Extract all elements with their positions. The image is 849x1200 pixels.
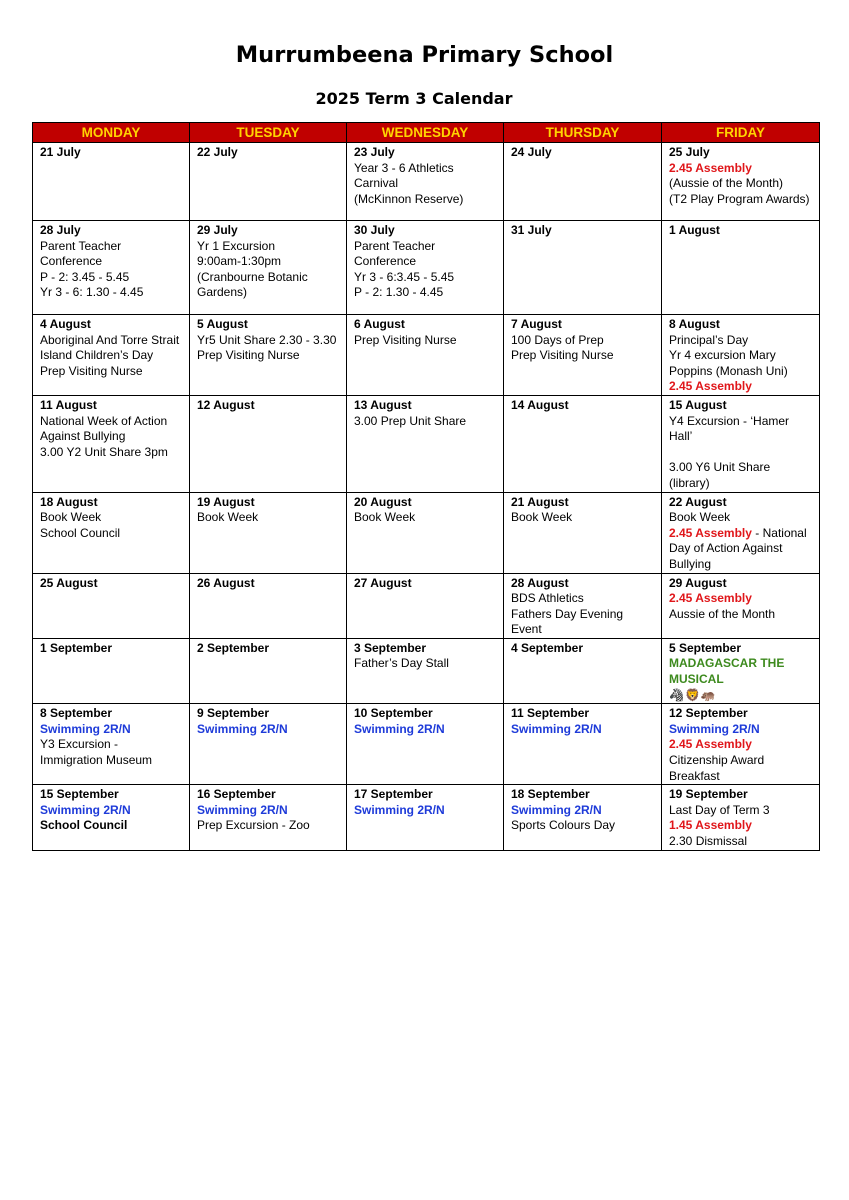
date-label: 1 September bbox=[40, 640, 113, 655]
day-cell-tuesday bbox=[190, 221, 347, 315]
day-cell-friday bbox=[662, 573, 820, 638]
event-text: 3.00 Y6 Unit Share (library) bbox=[669, 460, 771, 490]
week-row bbox=[33, 573, 820, 638]
date-label: 9 September bbox=[197, 706, 270, 721]
day-cell-tuesday bbox=[190, 704, 347, 785]
event-text: Father’s Day Stall bbox=[354, 656, 449, 671]
date-label: 22 August bbox=[669, 494, 727, 509]
date-label: 3 September bbox=[354, 640, 427, 655]
swimming-note: Swimming 2R/N bbox=[40, 721, 131, 736]
day-cell-wednesday bbox=[347, 315, 504, 396]
assembly-note: 2.45 Assembly bbox=[669, 379, 752, 394]
date-label: 4 August bbox=[40, 317, 91, 331]
day-cell-monday bbox=[33, 395, 190, 492]
day-cell-tuesday bbox=[190, 395, 347, 492]
swimming-note: Swimming 2R/N bbox=[354, 802, 445, 817]
event-text: Principal’s Day bbox=[669, 332, 749, 347]
day-cell-tuesday bbox=[190, 492, 347, 573]
date-label: 30 July bbox=[354, 223, 395, 237]
assembly-event bbox=[669, 526, 813, 573]
day-header-friday: FRIDAY bbox=[662, 123, 820, 143]
day-cell-friday bbox=[662, 143, 820, 221]
event-text: Citizenship Award Breakfast bbox=[669, 753, 765, 783]
event-text: Book Week bbox=[354, 510, 416, 525]
date-label: 28 August bbox=[511, 575, 569, 590]
date-label: 4 September bbox=[511, 640, 584, 655]
assembly-note: 2.45 Assembly bbox=[669, 737, 752, 752]
week-row bbox=[33, 785, 820, 850]
day-cell-wednesday bbox=[347, 395, 504, 492]
day-cell-monday bbox=[33, 704, 190, 785]
date-label: 29 July bbox=[197, 223, 238, 237]
day-cell-monday bbox=[33, 785, 190, 850]
event-text: Fathers Day Evening Event bbox=[511, 606, 624, 637]
day-cell-thursday bbox=[504, 395, 662, 492]
day-cell-friday bbox=[662, 492, 820, 573]
event-text: Yr 1 Excursion bbox=[197, 238, 276, 253]
date-label: 5 September bbox=[669, 640, 742, 655]
date-label: 21 July bbox=[40, 145, 81, 159]
date-label: 16 September bbox=[197, 787, 276, 802]
event-text: Prep Visiting Nurse bbox=[511, 348, 614, 363]
date-label: 14 August bbox=[511, 397, 569, 412]
date-label: 18 August bbox=[40, 494, 98, 509]
day-cell-wednesday bbox=[347, 704, 504, 785]
day-cell-wednesday bbox=[347, 573, 504, 638]
day-cell-tuesday bbox=[190, 143, 347, 221]
date-label: 18 September bbox=[511, 787, 590, 802]
day-header-thursday: THURSDAY bbox=[504, 123, 662, 143]
event-text: - National Day of Action Against Bullying bbox=[669, 525, 807, 571]
day-header-monday: MONDAY bbox=[33, 123, 190, 143]
event-text: 2.30 Dismissal bbox=[669, 834, 748, 848]
date-label: 5 August bbox=[197, 317, 248, 331]
date-label: 6 August bbox=[354, 317, 405, 331]
swimming-note: Swimming 2R/N bbox=[511, 721, 602, 736]
day-cell-wednesday bbox=[347, 785, 504, 850]
event-text: National Week of Action Against Bullying bbox=[40, 413, 168, 444]
date-label: 26 August bbox=[197, 575, 255, 590]
event-text: (T2 Play Program Awards) bbox=[669, 191, 810, 206]
assembly-note: 2.45 Assembly bbox=[669, 525, 752, 540]
event-text: (Aussie of the Month) bbox=[669, 176, 784, 191]
date-label: 10 September bbox=[354, 706, 433, 721]
date-label: 24 July bbox=[511, 145, 552, 159]
event-text: MADAGASCAR THE MUSICAL bbox=[669, 656, 785, 687]
event-text: 3.00 Y2 Unit Share 3pm bbox=[40, 444, 168, 459]
day-cell-friday bbox=[662, 315, 820, 396]
swimming-note: Swimming 2R/N bbox=[354, 721, 445, 736]
date-label: 19 September bbox=[669, 787, 748, 802]
day-cell-thursday bbox=[504, 573, 662, 638]
event-text: Parent Teacher Conference bbox=[354, 238, 436, 269]
page-title: Murrumbeena Primary School bbox=[235, 42, 614, 68]
week-row bbox=[33, 638, 820, 703]
day-header-wednesday: WEDNESDAY bbox=[347, 123, 504, 143]
day-cell-monday bbox=[33, 638, 190, 703]
event-text: P - 2: 3.45 - 5.45 bbox=[40, 269, 130, 284]
date-label: 11 September bbox=[511, 706, 590, 721]
event-text: 9:00am-1:30pm bbox=[197, 254, 282, 269]
event-text: BDS Athletics bbox=[511, 591, 584, 606]
day-cell-monday bbox=[33, 573, 190, 638]
week-row bbox=[33, 492, 820, 573]
event-text bbox=[669, 445, 813, 461]
day-cell-thursday bbox=[504, 785, 662, 850]
day-cell-monday bbox=[33, 221, 190, 315]
day-cell-friday bbox=[662, 221, 820, 315]
date-label: 31 July bbox=[511, 223, 552, 237]
event-text: School Council bbox=[40, 818, 128, 833]
event-text: Last Day of Term 3 bbox=[669, 802, 770, 817]
day-cell-thursday bbox=[504, 221, 662, 315]
event-text: (Cranbourne Botanic Gardens) bbox=[197, 269, 308, 300]
event-text: Prep Visiting Nurse bbox=[354, 332, 457, 347]
event-text: Aussie of the Month bbox=[669, 606, 776, 621]
event-text: Prep Visiting Nurse bbox=[197, 348, 300, 363]
swimming-note: Swimming 2R/N bbox=[669, 721, 760, 736]
date-label: 15 September bbox=[40, 787, 119, 802]
event-text: Book Week bbox=[40, 510, 102, 525]
day-cell-thursday bbox=[504, 492, 662, 573]
event-text: Y4 Excursion - ‘Hamer Hall’ bbox=[669, 413, 790, 444]
event-text: (McKinnon Reserve) bbox=[354, 191, 464, 206]
day-cell-monday bbox=[33, 315, 190, 396]
event-text: Book Week bbox=[669, 510, 731, 525]
day-header-tuesday: TUESDAY bbox=[190, 123, 347, 143]
event-text: Sports Colours Day bbox=[511, 818, 616, 833]
date-label: 12 August bbox=[197, 397, 255, 412]
date-label: 1 August bbox=[669, 223, 720, 237]
day-cell-wednesday bbox=[347, 638, 504, 703]
day-cell-friday bbox=[662, 395, 820, 492]
date-label: 21 August bbox=[511, 494, 569, 509]
swimming-note: Swimming 2R/N bbox=[197, 721, 288, 736]
date-label: 12 September bbox=[669, 706, 748, 721]
date-label: 19 August bbox=[197, 494, 255, 509]
day-header-row bbox=[33, 123, 820, 143]
swimming-note: Swimming 2R/N bbox=[40, 802, 131, 817]
day-cell-tuesday bbox=[190, 315, 347, 396]
event-text: 3.00 Prep Unit Share bbox=[354, 413, 467, 428]
date-label: 13 August bbox=[354, 397, 412, 412]
page-subtitle: 2025 Term 3 Calendar bbox=[315, 89, 513, 108]
event-text: Yr 3 - 6: 1.30 - 4.45 bbox=[40, 285, 144, 300]
calendar-body bbox=[33, 143, 820, 851]
event-text: 100 Days of Prep bbox=[511, 332, 604, 347]
event-text: Book Week bbox=[197, 510, 259, 525]
week-row bbox=[33, 143, 820, 221]
event-text: Yr 4 excursion Mary Poppins (Monash Uni) bbox=[669, 348, 788, 378]
day-cell-monday bbox=[33, 492, 190, 573]
assembly-note: 2.45 Assembly bbox=[669, 591, 752, 606]
event-text: Parent Teacher Conference bbox=[40, 238, 122, 269]
day-cell-thursday bbox=[504, 704, 662, 785]
week-row bbox=[33, 221, 820, 315]
animal-emoji-icons: 🦓🦁🦛 bbox=[669, 687, 717, 702]
week-row bbox=[33, 704, 820, 785]
event-text: Y3 Excursion - Immigration Museum bbox=[40, 737, 153, 768]
day-cell-thursday bbox=[504, 638, 662, 703]
date-label: 25 August bbox=[40, 575, 98, 590]
day-cell-friday bbox=[662, 785, 820, 850]
date-label: 22 July bbox=[197, 145, 238, 159]
swimming-note: Swimming 2R/N bbox=[511, 802, 602, 817]
date-label: 8 August bbox=[669, 317, 720, 331]
swimming-note: Swimming 2R/N bbox=[197, 802, 288, 817]
day-cell-wednesday bbox=[347, 221, 504, 315]
date-label: 2 September bbox=[197, 640, 270, 655]
day-cell-thursday bbox=[504, 315, 662, 396]
day-cell-tuesday bbox=[190, 785, 347, 850]
event-text: P - 2: 1.30 - 4.45 bbox=[354, 285, 444, 300]
date-label: 29 August bbox=[669, 575, 727, 590]
event-text: Yr 3 - 6:3.45 - 5.45 bbox=[354, 269, 455, 284]
day-cell-wednesday bbox=[347, 492, 504, 573]
date-label: 15 August bbox=[669, 397, 727, 412]
day-cell-thursday bbox=[504, 143, 662, 221]
day-cell-tuesday bbox=[190, 573, 347, 638]
day-cell-friday bbox=[662, 638, 820, 703]
day-cell-wednesday bbox=[347, 143, 504, 221]
date-label: 20 August bbox=[354, 494, 412, 509]
week-row bbox=[33, 395, 820, 492]
date-label: 23 July bbox=[354, 145, 395, 159]
event-text: Aboriginal And Torre Strait Island Children’s Day bbox=[40, 332, 180, 363]
date-label: 27 August bbox=[354, 575, 412, 590]
event-text: Prep Excursion - Zoo bbox=[197, 818, 310, 833]
week-row bbox=[33, 315, 820, 396]
date-label: 7 August bbox=[511, 317, 562, 331]
event-text: Year 3 - 6 Athletics Carnival bbox=[354, 160, 454, 191]
date-label: 25 July bbox=[669, 145, 710, 159]
date-label: 28 July bbox=[40, 223, 81, 237]
day-cell-friday bbox=[662, 704, 820, 785]
calendar-table bbox=[32, 122, 820, 851]
date-label: 11 August bbox=[40, 397, 97, 412]
date-label: 8 September bbox=[40, 706, 113, 721]
assembly-note: 2.45 Assembly bbox=[669, 160, 752, 175]
assembly-note: 1.45 Assembly bbox=[669, 818, 752, 833]
event-text: School Council bbox=[40, 525, 121, 540]
event-text: Yr5 Unit Share 2.30 - 3.30 bbox=[197, 332, 337, 347]
day-cell-monday bbox=[33, 143, 190, 221]
event-text: Prep Visiting Nurse bbox=[40, 363, 143, 378]
event-text: Book Week bbox=[511, 510, 573, 525]
day-cell-tuesday bbox=[190, 638, 347, 703]
date-label: 17 September bbox=[354, 787, 433, 802]
